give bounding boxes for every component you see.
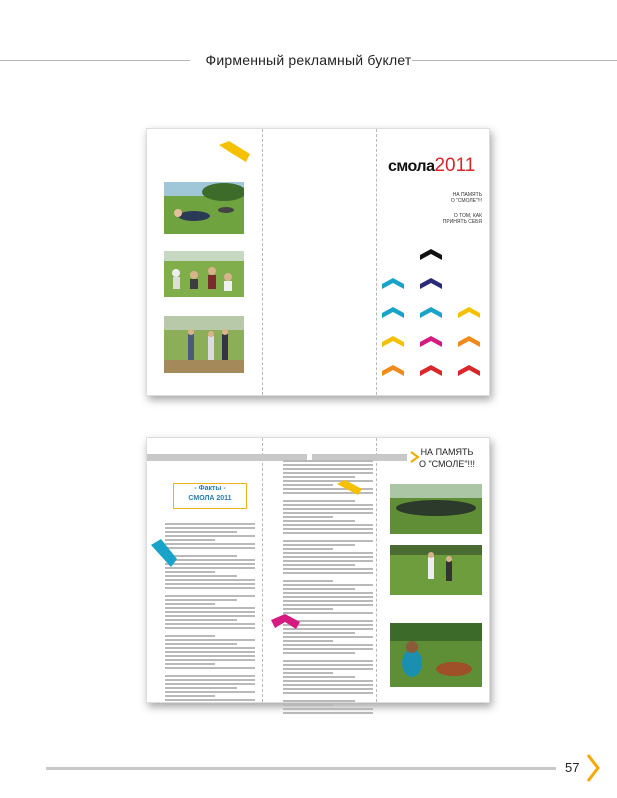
photo-girl-sitting [390,623,482,687]
memory-title: НА ПАМЯТЬ О "СМОЛЕ"!!! [418,447,476,469]
text-line [283,540,373,542]
text-line [283,632,355,634]
text-line [283,560,373,562]
text-line [165,675,255,677]
text-line [283,700,355,702]
booklet-back [146,437,490,703]
text-line [283,640,333,642]
text-line [165,655,255,657]
page-number: 57 [565,760,580,775]
text-line [283,604,373,606]
fold-line-3 [262,438,263,702]
text-line [283,512,373,514]
text-line [165,607,255,609]
facts-box: - Факты - СМОЛА 2011 [173,483,247,509]
logo-word: смола [388,158,435,175]
photo-lying-on-grass [164,182,244,234]
photo-people-standing [164,316,244,373]
chevron-tile-icon [420,365,442,376]
text-line [283,568,373,570]
text-line [165,699,255,701]
text-line [283,544,355,546]
text-line [165,639,255,641]
text-line [283,464,373,466]
text-line [283,484,333,486]
chevron-tile-icon [382,278,404,289]
fold-line-2 [376,129,377,395]
text-line [283,572,373,574]
text-line [283,672,333,674]
text-line [165,527,255,529]
text-line [165,595,255,597]
text-line [283,636,373,638]
text-line [283,580,333,582]
chevron-yellow-small-icon [337,480,363,496]
text-line [165,615,255,617]
booklet-front [146,128,490,396]
text-line [165,659,255,661]
text-line [283,508,373,510]
text-line [283,460,373,462]
text-line [165,623,255,625]
text-line [165,619,237,621]
front-tagline-2: О ТОМ, КАК ПРИНЯТЬ СЕБЯ [442,213,482,225]
text-line [283,472,373,474]
chevron-tile-icon [382,336,404,347]
text-line [165,695,215,697]
text-line [283,708,373,710]
smola-logo [388,155,475,177]
text-line [283,556,373,558]
text-line [165,687,237,689]
text-line [283,712,373,714]
text-line [283,684,373,686]
chevron-tile-icon [420,307,442,318]
text-line [165,579,255,581]
text-line [283,644,373,646]
text-line [165,627,255,629]
chevron-tile-icon [458,307,480,318]
text-line [165,635,215,637]
fold-line-4 [376,438,377,702]
text-line [165,667,255,669]
text-line [283,592,373,594]
page-arrow-icon [586,754,600,782]
text-line [283,668,373,670]
text-line [283,688,373,690]
text-line [283,476,355,478]
text-line [283,520,355,522]
text-line [283,680,373,682]
photo-dancing-field [390,545,482,595]
chevron-tile-icon [382,365,404,376]
text-line [165,599,237,601]
logo-year: 2011 [434,155,476,176]
chevron-tile-icon [458,365,480,376]
text-line [165,683,255,685]
text-line [283,600,373,602]
text-line [283,548,333,550]
text-line [283,596,373,598]
front-tagline-1: НА ПАМЯТЬ О "СМОЛЕ"!!! [450,192,482,204]
photo-crowd-hill [390,484,482,534]
text-line [165,703,255,705]
text-line [283,664,373,666]
text-line [283,504,373,506]
chevron-tile-icon [458,336,480,347]
text-line [165,603,215,605]
chevron-grid [380,245,488,385]
text-line [165,651,255,653]
chevron-tile-icon [420,249,442,260]
text-line [165,583,255,585]
text-line [165,679,255,681]
fold-line-1 [262,129,263,395]
chevron-yellow-icon [219,141,251,163]
text-line [283,608,333,610]
text-line [283,660,373,662]
text-line [165,587,255,589]
text-line [165,691,255,693]
photo-group-meadow [164,251,244,297]
text-line [283,704,333,706]
text-line [283,564,355,566]
text-line [283,468,373,470]
footer-rule [46,767,556,770]
text-line [283,524,373,526]
text-line [283,652,355,654]
page-title: Фирменный рекламный буклет [205,52,412,68]
text-line [283,500,355,502]
chevron-tile-icon [382,307,404,318]
text-line [283,516,333,518]
text-line [283,588,355,590]
text-line [165,647,255,649]
text-column-middle [283,460,373,716]
text-line [165,663,215,665]
text-line [283,648,373,650]
text-line [165,575,237,577]
text-line [283,532,373,534]
text-line [165,643,237,645]
chevron-tile-icon [420,336,442,347]
text-line [283,584,373,586]
text-line [165,523,255,525]
text-line [283,692,373,694]
chevron-tile-icon [420,278,442,289]
text-line [283,552,373,554]
text-line [165,611,255,613]
chevron-cyan-icon [151,533,181,573]
text-line [283,528,373,530]
chevron-magenta-icon [271,614,301,630]
text-line [283,676,355,678]
